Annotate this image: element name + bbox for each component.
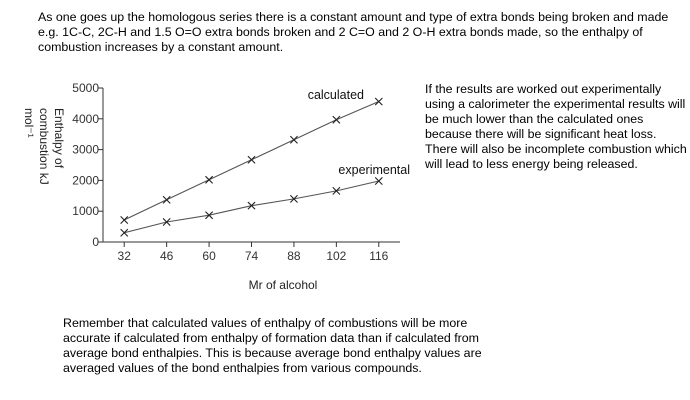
data-point-experimental [375, 177, 382, 184]
series-line-experimental [124, 181, 379, 233]
y-tick-label: 2000 [72, 173, 99, 188]
series-line-calculated [124, 102, 379, 220]
y-axis-title-line: Enthalpy of [52, 108, 66, 169]
data-point-calculated [375, 98, 382, 105]
y-tick-label: 0 [92, 235, 99, 249]
data-point-calculated [248, 156, 255, 163]
series-label-calculated: calculated [307, 88, 364, 102]
x-tick-label: 46 [159, 249, 174, 263]
x-tick-label: 102 [326, 249, 347, 263]
x-tick-label: 32 [117, 249, 131, 263]
intro-paragraph: As one goes up the homologous series there is a constant amount and type of extra bonds being broken and made e.g. 1C-C, 2C-H and 1.5 O=O extra bonds broken and 2 C=O and 2 O-H extra bonds made, so the enthalpy of combustion increases by a constant amount. [38, 10, 669, 54]
data-point-calculated [290, 136, 297, 143]
y-axis-title-line: mol⁻¹ [22, 108, 36, 138]
data-point-experimental [121, 229, 128, 236]
x-tick-label: 60 [202, 249, 216, 263]
y-tick-label: 5000 [72, 81, 99, 95]
x-tick-label: 116 [369, 249, 389, 263]
bottom-note: Remember that calculated values of enthalpy of combustions will be more accurate if calculated from enthalpy of formation data than if calculated from average bond enthalpies. This is because average bond enthalpy values are averaged values of the bond enthalpies from various compounds. [63, 316, 482, 375]
x-tick-label: 74 [244, 249, 259, 263]
data-point-calculated [121, 216, 128, 223]
data-point-calculated [333, 116, 340, 123]
y-axis-title-line: combustion kJ [37, 108, 51, 185]
side-note: If the results are worked out experimentally using a calorimeter the experimental results will be much lower than the calculated ones because there will be significant heat loss. There will also be incomplete combustion which will lead to less energy being released. [425, 82, 687, 171]
data-point-calculated [163, 196, 170, 203]
y-tick-label: 1000 [72, 204, 99, 219]
y-axis-title [22, 108, 66, 185]
series-label-experimental: experimental [338, 163, 410, 177]
y-tick-label: 4000 [72, 111, 99, 126]
x-axis-title: Mr of alcohol [248, 278, 318, 292]
data-point-calculated [205, 176, 212, 183]
x-tick-label: 88 [287, 249, 301, 263]
y-tick-label: 3000 [72, 142, 99, 157]
